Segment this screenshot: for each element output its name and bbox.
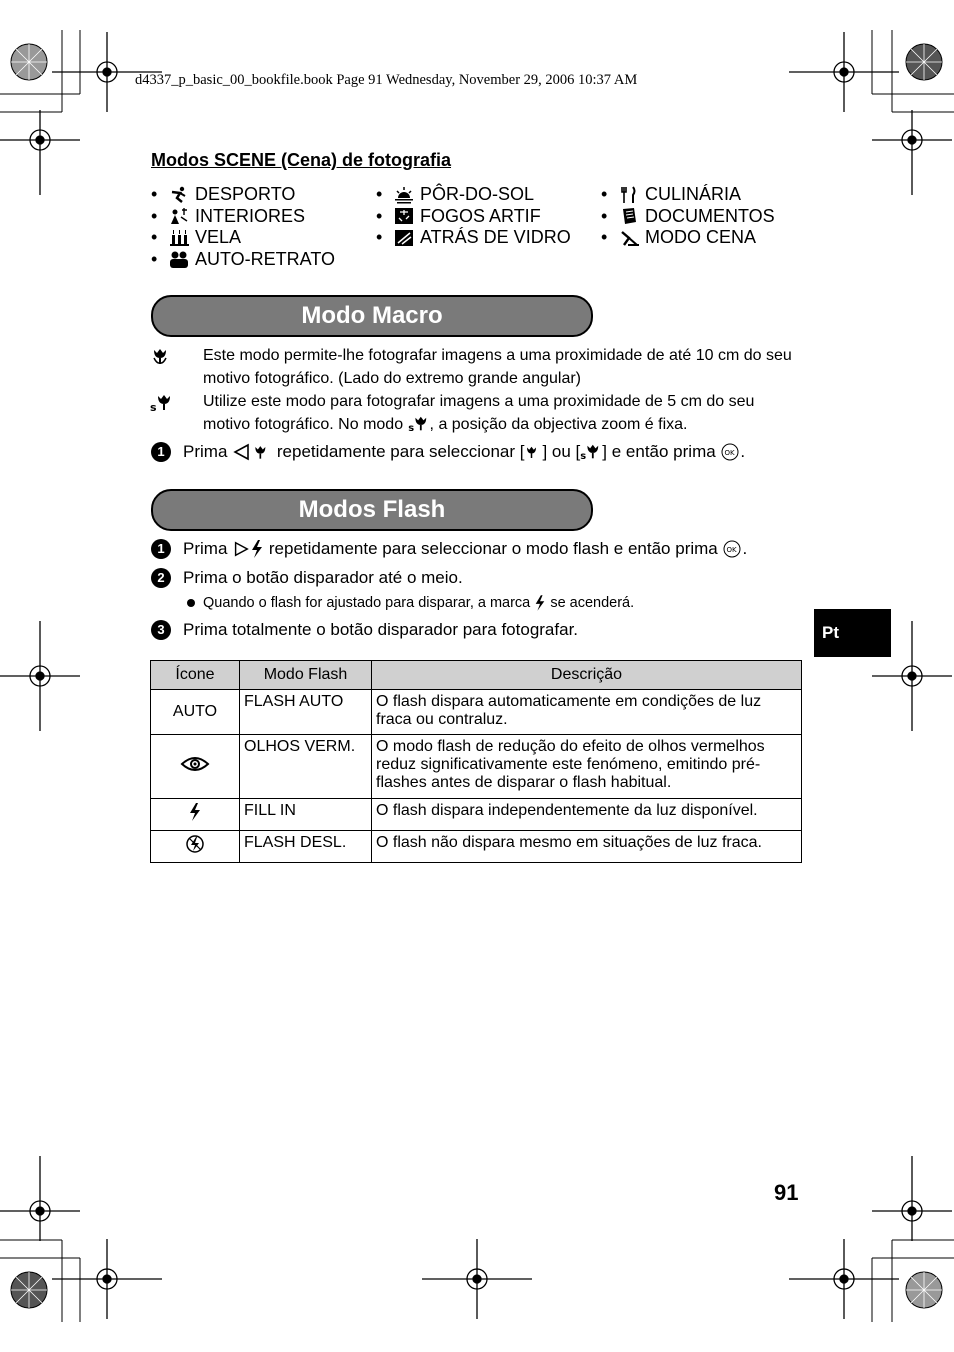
macro-step-end: . (740, 442, 746, 461)
step-number-1: 1 (151, 442, 171, 462)
mode-cell: FILL IN (240, 799, 372, 831)
description-cell: O modo flash de redução do efeito de olhos vermelhos reduz significativamente este fenómeno, emitindo pré-flashes antes de disparar o flash habitual. (372, 735, 802, 799)
description-cell: O flash não dispara mesmo em situações de luz fraca. (372, 831, 802, 863)
sunset-icon (394, 186, 414, 204)
super-macro-inline-icon (408, 415, 430, 433)
step-number-1: 1 (151, 539, 171, 559)
svg-text:s: s (580, 451, 587, 461)
flash-off-icon (185, 834, 205, 854)
super-macro-icon (150, 393, 174, 413)
mode-cell: OLHOS VERM. (240, 735, 372, 799)
scene-sport-label: DESPORTO (195, 184, 296, 204)
icon-cell (151, 799, 240, 831)
super-macro-description (203, 390, 803, 436)
super-macro-text-a: Utilize este modo para fotografar imagens a uma proximidade de 5 cm do seu motivo fotográfico. No modo (203, 393, 755, 433)
scene-mode-label: MODO CENA (645, 227, 757, 247)
fireworks-icon (394, 207, 414, 225)
scene-column-1: • DESPORTO • INTERIORES • VELA • AUTO-RETRATO (151, 184, 336, 269)
step-prima: Prima (183, 442, 228, 461)
flash-modes-table (150, 660, 802, 863)
flash-step-3 (151, 620, 578, 640)
scene-cuisine-label: CULINÁRIA (645, 184, 742, 204)
left-arrow-icon (232, 443, 252, 461)
svg-text:s: s (150, 401, 157, 413)
step-number-3: 3 (151, 620, 171, 640)
print-header: d4337_p_basic_00_bookfile.book Page 91 Wednesday, November 29, 2006 10:37 AM (135, 72, 638, 88)
scene-candle-label: VELA (195, 227, 242, 247)
behind-glass-icon (394, 229, 414, 247)
macro-icon (524, 443, 542, 461)
ok-button-icon (720, 442, 740, 462)
lightning-icon (188, 802, 202, 822)
svg-text:s: s (407, 423, 414, 433)
super-macro-text-b: , a posição da objectiva zoom é fixa. (429, 416, 688, 433)
scene-fireworks-label: FOGOS ARTIF (420, 205, 541, 226)
bullet-dot (187, 599, 195, 607)
macro-icon (252, 443, 272, 461)
table-row (151, 690, 802, 735)
scene-column-2: • PÔR-DO-SOL • FOGOS ARTIF • ATRÁS DE VIDRO (376, 184, 571, 247)
step-prima: Prima (183, 539, 228, 558)
svg-text:OK: OK (724, 449, 736, 457)
flash-note-text-2: se acenderá. (550, 595, 635, 611)
lightning-icon (250, 539, 264, 559)
flash-step-3-text: Prima totalmente o botão disparador para fotografar. (183, 620, 579, 639)
lightning-icon (534, 594, 546, 612)
table-row (151, 735, 802, 799)
eye-icon (180, 755, 210, 773)
flash-banner: Modos Flash (151, 489, 593, 531)
header-description: Descrição (372, 661, 802, 690)
svg-text:OK: OK (726, 546, 738, 554)
sport-icon (169, 186, 189, 204)
description-cell: O flash dispara automaticamente em condições de luz fraca ou contraluz. (372, 690, 802, 735)
header-icon: Ícone (151, 661, 240, 690)
step-number-2: 2 (151, 568, 171, 588)
page-number: 91 (774, 1180, 799, 1205)
scene-documents-label: DOCUMENTOS (645, 205, 775, 226)
flash-note-text-1: Quando o flash for ajustado para disparar, a marca (203, 595, 531, 611)
scene-sunset-label: PÔR-DO-SOL (420, 184, 535, 204)
self-portrait-icon (169, 250, 189, 268)
right-arrow-icon (232, 540, 250, 558)
macro-step-1 (151, 442, 745, 462)
flash-step-1 (151, 539, 747, 559)
documents-icon (619, 207, 639, 225)
indoor-icon (169, 207, 189, 225)
flash-step-2-text: Prima o botão disparador até o meio. (183, 568, 463, 587)
candle-icon (169, 229, 189, 247)
macro-description: Este modo permite-lhe fotografar imagens a uma proximidade de até 10 cm do seu motivo fotográfico. (Lado do extremo grande angular) (203, 347, 792, 387)
flash-step-2 (151, 568, 463, 588)
language-tab: Pt (814, 609, 891, 657)
auto-label: AUTO (151, 690, 240, 735)
macro-banner: Modo Macro (151, 295, 593, 337)
header-mode: Modo Flash (240, 661, 372, 690)
flash-step-end: . (742, 539, 748, 558)
macro-step-text-3: ] e então prima (602, 442, 716, 461)
macro-icon (150, 346, 174, 366)
scene-indoor-label: INTERIORES (195, 205, 306, 226)
mode-cell: FLASH AUTO (240, 690, 372, 735)
table-header-row (151, 661, 802, 690)
ok-button-icon (722, 539, 742, 559)
description-cell: O flash dispara independentemente da luz disponível. (372, 799, 802, 831)
scene-behind-glass-label: ATRÁS DE VIDRO (420, 227, 571, 247)
cuisine-icon (619, 186, 639, 204)
flash-step-1-text: repetidamente para seleccionar o modo flash e então prima (268, 539, 718, 558)
table-row (151, 799, 802, 831)
scene-self-portrait-label: AUTO-RETRATO (195, 248, 336, 269)
scene-modes-title: Modos SCENE (Cena) de fotografia (151, 150, 452, 170)
mode-cell: FLASH DESL. (240, 831, 372, 863)
macro-step-text-1: repetidamente para seleccionar [ (276, 442, 525, 461)
macro-step-text-2: ] ou [ (542, 442, 581, 461)
table-row (151, 831, 802, 863)
icon-cell (151, 831, 240, 863)
super-macro-icon (580, 443, 602, 461)
icon-cell (151, 735, 240, 799)
scene-mode-icon (619, 229, 639, 247)
scene-column-3: • CULINÁRIA • DOCUMENTOS • MODO CENA (601, 184, 775, 247)
flash-note (187, 594, 634, 612)
